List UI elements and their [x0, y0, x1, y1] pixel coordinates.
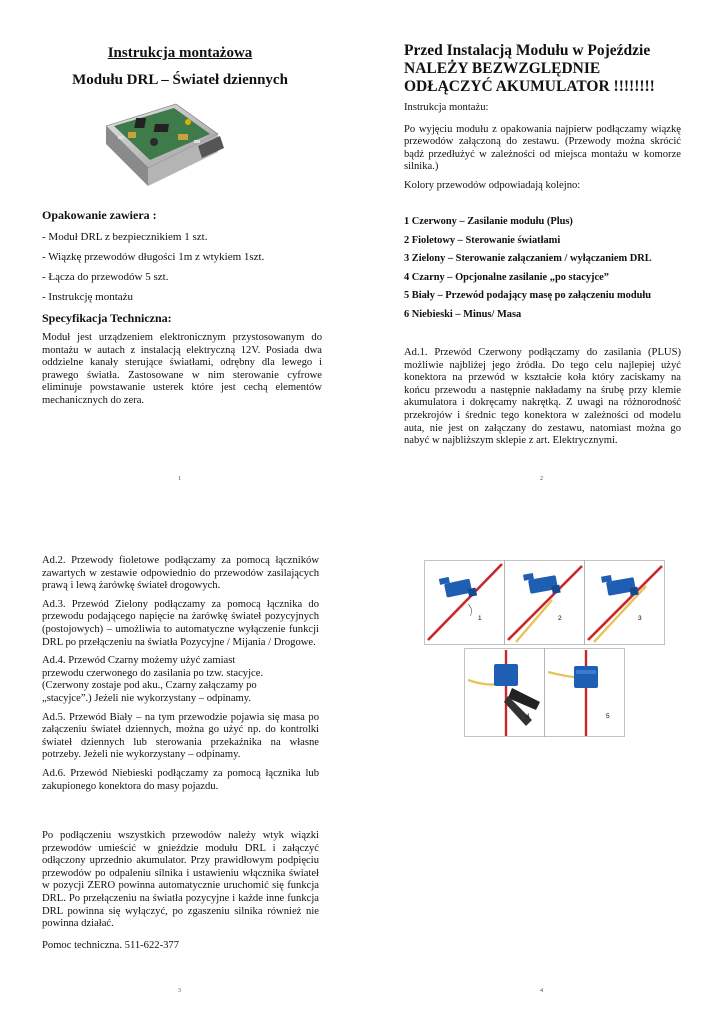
page-number: 4	[540, 988, 543, 994]
page2-title-line2: NALEŻY BEZWZGLĘDNIE	[404, 60, 601, 77]
page-1	[0, 0, 362, 512]
connector-steps-figure	[424, 560, 670, 742]
page2-title-line1: Przed Instalacją Modułu w Pojeździe	[404, 42, 651, 59]
page-2	[362, 0, 724, 512]
wire-item: 5 Biały – Przewód podający masę po załączeniu modułu	[404, 290, 652, 302]
ad4-line: „stacyjce”.) Jeżeli nie wykorzystany – odpinamy.	[42, 692, 252, 704]
step-4-frame	[465, 649, 545, 737]
final-instructions: Po podłączeniu wszystkich przewodów należy wtyk wiązki przewodów umieścić w gnieździe modułu DRL i załączyć odłączony uprzednio akumulator. Przy prawidłowym podpięciu przewodów po odpaleniu silnika i ustawieniu włącznika świateł w pozycji ZERO powinna automatycznie uruchomić się funkcja DRL. Po przełączeniu na światła pozycyjne i każde inne funkcja DRL powinna się wyłączyć, po zgaszeniu silnika również nie powinna działać.	[42, 830, 319, 930]
wire-item: 2 Fioletowy – Sterowanie światłami	[404, 234, 561, 246]
page-number: 3	[178, 988, 181, 994]
ad4-line: (Czerwony zostaje pod aku., Czarny załączamy po	[42, 680, 257, 692]
drl-module-photo	[88, 96, 228, 196]
page-4	[362, 512, 724, 1024]
spec-heading: Specyfikacja Techniczna:	[42, 311, 172, 325]
ad3-text: Ad.3. Przewód Zielony podłączamy za pomocą łącznika do przewodu podającego napięcie na żarówkę świateł pozycyjnych (postojowych) – umożliwia to automatyczne wyłączenie funkcji DRL po przełączeniu na światła Pozycyjne / Mijania / Drogowe.	[42, 598, 319, 648]
wire-colors-intro: Kolory przewodów odpowiadają kolejno:	[404, 179, 581, 191]
package-item: - Instrukcję montażu	[42, 291, 134, 303]
wire-item: 1 Czerwony – Zasilanie modułu (Plus)	[404, 216, 573, 227]
wire-item: 6 Niebieski – Minus/ Masa	[404, 308, 522, 320]
package-item: - Moduł DRL z bezpiecznikiem 1 szt.	[42, 231, 208, 243]
step-label: 4	[526, 713, 530, 720]
page2-warning-title	[404, 42, 704, 96]
connector-steps-illustration	[424, 560, 670, 742]
page1-title	[40, 42, 320, 91]
ad6-text: Ad.6. Przewód Niebieski podłączamy za pomocą łącznika lub zakupionego konektora do masy pojazdu.	[42, 767, 319, 792]
step-label: 5	[606, 713, 610, 720]
page1-title-line1: Instrukcja montażowa	[107, 45, 253, 61]
wire-item: 4 Czarny – Opcjonalne zasilanie „po stacyjce”	[404, 271, 609, 283]
package-heading: Opakowanie zawiera :	[42, 208, 157, 222]
package-item: - Łącza do przewodów 5 szt.	[42, 271, 169, 283]
technical-support: Pomoc techniczna. 511-622-377	[42, 940, 179, 951]
ad5-text: Ad.5. Przewód Biały – na tym przewodzie pojawia się masa po załączeniu świateł dziennych, można go użyć np. do kontrolki świateł dziennych lub sterowania przekaźnika na własne potrzeby. Jeżeli nie wykorzystany – odpinamy.	[42, 711, 319, 761]
ad1-text: Ad.1. Przewód Czerwony podłączamy do zasilania (PLUS) możliwie najbliżej jego źródła. Do tego celu najlepiej użyć konektora na przewód w kształcie koła który zaciskamy na końcu przewodu a następnie nakładamy na śrubę przy klemie akumulatora i dokręcamy nakrętką. Z uwagi na różnorodność przekrojów i średnic tego konektora w zależności od modelu auta, nie jest on załączany do zestawu, natomiast można go nabyć w najbliższym sklepie z art. Elektrycznymi.	[404, 347, 681, 447]
step-5-frame	[545, 649, 625, 737]
package-section	[42, 208, 322, 408]
page-number: 2	[540, 476, 543, 482]
step-label: 1	[478, 615, 482, 622]
ad2-text: Ad.2. Przewody fioletowe podłączamy za pomocą łączników zawartych w zestawie odpowiednio do przewodów zasilających prawą i lewą żarówkę świateł drogowych.	[42, 555, 319, 592]
intro-label: Instrukcja montażu:	[404, 102, 489, 113]
spec-text: Moduł jest urządzeniem elektronicznym przystosowanym do montażu w autach z instalacją elektryczną 12V. Posiada dwa oddzielne kanały sterujące światłami, odrębny dla lewego i prawego światła. Zastosowane w nim sterowanie cyfrowe eliminuje powstawanie usterek które jest cechą elementów mechanicznych do zera.	[42, 332, 322, 406]
wire-color-list	[404, 215, 704, 327]
wire-item: 3 Zielony – Sterowanie załączaniem / wyłączaniem DRL	[404, 253, 652, 265]
step-label: 3	[638, 615, 642, 622]
page2-intro	[404, 102, 681, 193]
ad-instructions	[42, 555, 319, 799]
step-label: 2	[558, 615, 562, 622]
ad4-text	[42, 655, 319, 705]
intro-text: Po wyjęciu modułu z opakowania najpierw podłączamy wiązkę przewodów załączoną do zestawu. (Przewody można skrócić bądź przedłużyć w zależności od miejsca montażu w komorze silnika.)	[404, 123, 681, 173]
ad4-line: przewodu czerwonego do zasilania po tzw. stacyjce.	[42, 667, 264, 679]
page2-title-line3: ODŁĄCZYĆ AKUMULATOR !!!!!!!!	[404, 78, 655, 95]
page-3	[0, 512, 362, 1024]
page1-title-line2: Modułu DRL – Świateł dziennych	[72, 72, 288, 88]
page-number: 1	[178, 476, 181, 482]
ad4-line: Ad.4. Przewód Czarny możemy użyć zamiast	[42, 655, 236, 667]
package-item: - Wiązkę przewodów długości 1m z wtykiem 1szt.	[42, 251, 265, 263]
